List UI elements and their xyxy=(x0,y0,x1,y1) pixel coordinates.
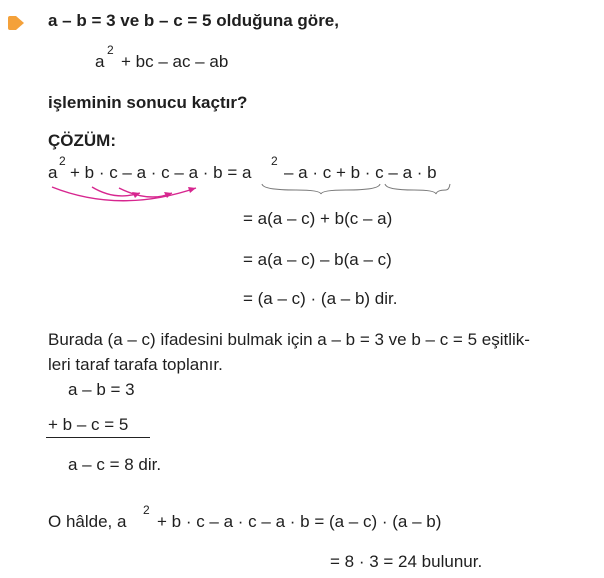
sum-underline xyxy=(46,437,150,438)
step4: = (a – c) · (a – b) dir. xyxy=(243,289,398,308)
problem-expression-exponent: 2 xyxy=(107,43,114,57)
conclusion-exponent: 2 xyxy=(143,503,150,517)
step1-base: a xyxy=(48,163,58,182)
step1-right-side: – a · c + b · c – a · b xyxy=(284,163,437,182)
sum-equation-2: + b – c = 5 xyxy=(48,415,129,434)
conclusion-prefix: O hâlde, a xyxy=(48,512,127,531)
problem-expression: + bc – ac – ab xyxy=(121,52,229,71)
final-result: = 8 · 3 = 24 bulunur. xyxy=(330,552,483,571)
step2: = a(a – c) + b(c – a) xyxy=(243,209,393,228)
sum-equation-1: a – b = 3 xyxy=(68,380,135,399)
sum-result: a – c = 8 dir. xyxy=(68,455,162,474)
explanation-line-2: leri taraf tarafa toplanır. xyxy=(48,355,223,374)
problem-question: işleminin sonucu kaçtır? xyxy=(48,93,248,112)
step1-exponent: 2 xyxy=(59,154,66,168)
explanation-line-1: Burada (a – c) ifadesini bulmak için a – b = 3 ve b – c = 5 eşitlik- xyxy=(48,330,530,349)
step3: = a(a – c) – b(a – c) xyxy=(243,250,392,269)
problem-expression-base: a xyxy=(95,52,105,71)
solution-heading: ÇÖZÜM: xyxy=(48,131,116,150)
step1-right-exponent: 2 xyxy=(271,154,278,168)
step1-left-side: + b · c – a · c – a · b = a xyxy=(70,163,252,182)
problem-given: a – b = 3 ve b – c = 5 olduğuna göre, xyxy=(48,11,339,30)
conclusion-rest: + b · c – a · c – a · b = (a – c) · (a – b) xyxy=(157,512,442,531)
